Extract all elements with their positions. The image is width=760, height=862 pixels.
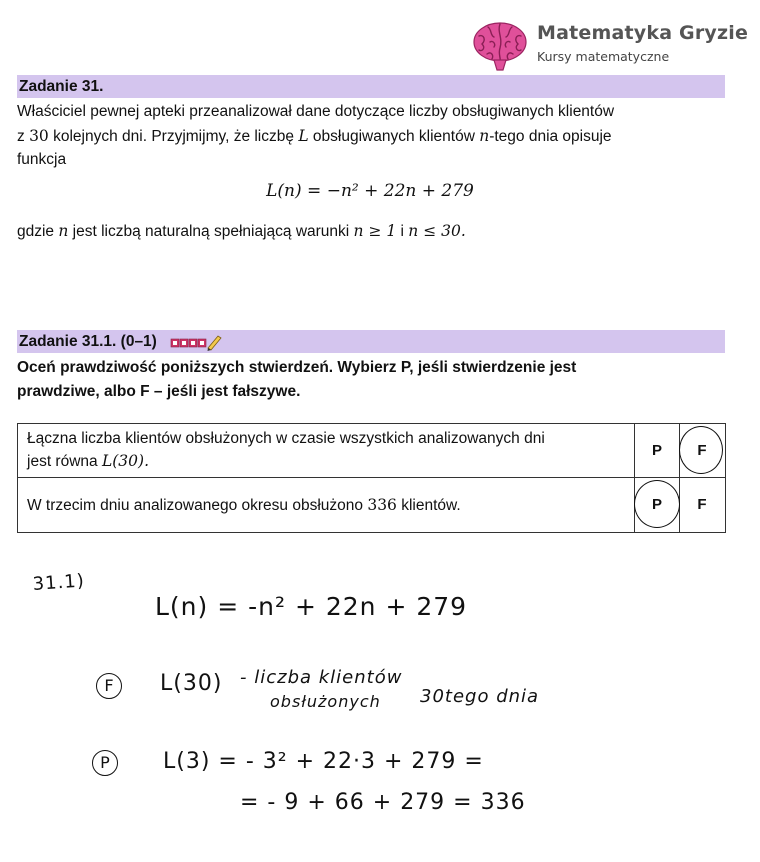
hw-answer-1-note-1: - liczba klientów [240,667,403,688]
true-false-table [17,423,726,533]
task-header-bar [17,75,725,98]
hw-answer-1-expr: L(30) [160,671,223,696]
subtask-header: Zadanie 31.1. (0–1) [19,333,157,350]
hw-answer-1-note-3: 30tego dnia [420,686,540,707]
task-line-2: z 30 kolejnych dni. Przyjmijmy, że liczbę L obsługiwanych klientów n-tego dnia opisuje [17,127,612,145]
task-header: Zadanie 31. [19,78,104,95]
subtask-instruction-2: prawdziwe, albo F – jeśli jest fałszywe. [17,383,301,400]
task-condition: gdzie n jest liczbą naturalną spełniającą warunki n ≥ 1 i n ≤ 30. [17,222,466,240]
statement-1-selection-circle [679,426,723,474]
hw-answer-1-note-2: obsłużonych [270,692,381,711]
statement-2: W trzecim dniu analizowanego okresu obsłużono 336 klientów. [27,496,461,514]
task-line-3: funkcja [17,151,67,168]
statement-2-selection-circle [634,480,680,528]
brain-icon [470,18,530,72]
statement-2-option-f[interactable]: F [697,496,707,513]
brand-subtitle: Kursy matematyczne [537,49,670,64]
statement-1-option-p[interactable]: P [651,442,662,459]
subtask-instruction-1: Oceń prawdziwość poniższych stwierdzeń. Wybierz P, jeśli stwierdzenie jest [17,359,577,376]
hw-answer-2-expr: L(3) = - 3² + 22·3 + 279 = [163,749,484,774]
task-line-1: Właściciel pewnej apteki przeanalizował dane dotyczące liczby obsługiwanych klientów [17,103,615,120]
subtask-header-bar [17,330,725,353]
hw-label: 31.1) [32,570,86,595]
statement-1: Łączna liczba klientów obsłużonych w czasie wszystkich analizowanych dni jest równa L(30). [27,430,545,470]
hw-answer-2-mark: P [92,750,118,776]
hw-formula: L(n) = -n² + 22n + 279 [155,592,468,621]
function-formula: L(n) = −n² + 22n + 279 [266,181,474,201]
statement-1-option-f[interactable]: F [697,442,707,459]
statement-2-option-p[interactable]: P [651,496,662,513]
hw-answer-1-mark: F [96,673,122,699]
brand-name: Matematyka Gryzie [537,22,749,44]
hw-answer-2-result: = - 9 + 66 + 279 = 336 [240,790,526,815]
points-pencil-icon [170,333,222,351]
